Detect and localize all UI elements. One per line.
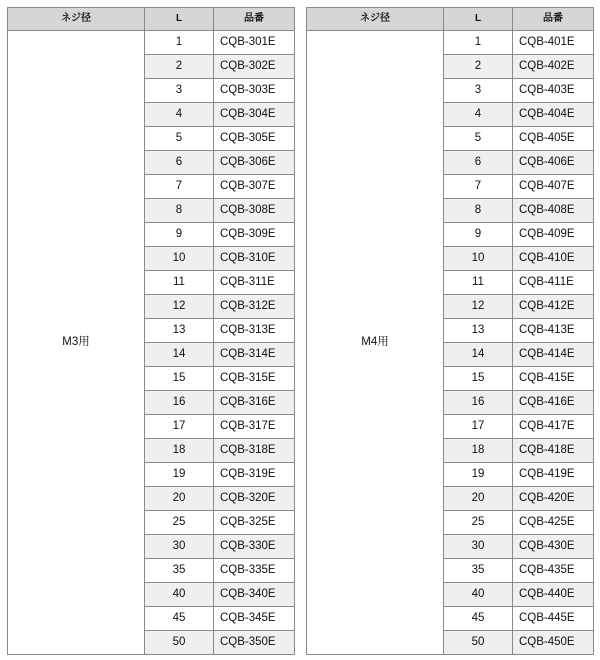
part-number-cell: CQB-302E bbox=[214, 55, 295, 79]
length-cell: 19 bbox=[145, 463, 214, 487]
part-number-cell: CQB-340E bbox=[214, 583, 295, 607]
length-cell: 30 bbox=[444, 535, 513, 559]
part-number-cell: CQB-325E bbox=[214, 511, 295, 535]
length-cell: 4 bbox=[444, 103, 513, 127]
part-number-cell: CQB-445E bbox=[513, 607, 594, 631]
part-number-cell: CQB-450E bbox=[513, 631, 594, 655]
part-number-cell: CQB-420E bbox=[513, 487, 594, 511]
length-cell: 1 bbox=[444, 31, 513, 55]
length-cell: 14 bbox=[444, 343, 513, 367]
header-size: ネジ径 bbox=[8, 8, 145, 31]
part-number-cell: CQB-435E bbox=[513, 559, 594, 583]
part-number-cell: CQB-307E bbox=[214, 175, 295, 199]
length-cell: 12 bbox=[444, 295, 513, 319]
part-number-cell: CQB-308E bbox=[214, 199, 295, 223]
header-part-number: 品番 bbox=[214, 8, 295, 31]
part-number-cell: CQB-320E bbox=[214, 487, 295, 511]
part-number-cell: CQB-430E bbox=[513, 535, 594, 559]
screw-size-cell: M3用 bbox=[8, 31, 145, 655]
length-cell: 45 bbox=[444, 607, 513, 631]
length-cell: 7 bbox=[145, 175, 214, 199]
length-cell: 40 bbox=[145, 583, 214, 607]
length-cell: 25 bbox=[444, 511, 513, 535]
part-number-cell: CQB-405E bbox=[513, 127, 594, 151]
length-cell: 12 bbox=[145, 295, 214, 319]
part-number-cell: CQB-319E bbox=[214, 463, 295, 487]
length-cell: 8 bbox=[444, 199, 513, 223]
length-cell: 35 bbox=[145, 559, 214, 583]
header-row bbox=[307, 8, 594, 31]
length-cell: 25 bbox=[145, 511, 214, 535]
part-number-cell: CQB-303E bbox=[214, 79, 295, 103]
screw-size-cell: M4用 bbox=[307, 31, 444, 655]
part-number-cell: CQB-304E bbox=[214, 103, 295, 127]
length-cell: 18 bbox=[444, 439, 513, 463]
part-number-cell: CQB-318E bbox=[214, 439, 295, 463]
length-cell: 5 bbox=[145, 127, 214, 151]
length-cell: 17 bbox=[444, 415, 513, 439]
part-number-cell: CQB-403E bbox=[513, 79, 594, 103]
length-cell: 13 bbox=[444, 319, 513, 343]
header-row bbox=[8, 8, 295, 31]
header-part-number: 品番 bbox=[513, 8, 594, 31]
length-cell: 4 bbox=[145, 103, 214, 127]
length-cell: 6 bbox=[145, 151, 214, 175]
length-cell: 20 bbox=[444, 487, 513, 511]
part-number-cell: CQB-317E bbox=[214, 415, 295, 439]
part-number-cell: CQB-440E bbox=[513, 583, 594, 607]
length-cell: 9 bbox=[444, 223, 513, 247]
length-cell: 15 bbox=[444, 367, 513, 391]
part-number-cell: CQB-305E bbox=[214, 127, 295, 151]
part-number-cell: CQB-404E bbox=[513, 103, 594, 127]
table-row bbox=[8, 31, 295, 55]
length-cell: 16 bbox=[444, 391, 513, 415]
length-cell: 15 bbox=[145, 367, 214, 391]
part-number-cell: CQB-345E bbox=[214, 607, 295, 631]
header-size: ネジ径 bbox=[307, 8, 444, 31]
part-number-cell: CQB-330E bbox=[214, 535, 295, 559]
parts-table-m4 bbox=[306, 7, 594, 655]
part-number-cell: CQB-316E bbox=[214, 391, 295, 415]
length-cell: 10 bbox=[145, 247, 214, 271]
length-cell: 50 bbox=[145, 631, 214, 655]
part-number-cell: CQB-418E bbox=[513, 439, 594, 463]
part-number-cell: CQB-415E bbox=[513, 367, 594, 391]
length-cell: 30 bbox=[145, 535, 214, 559]
part-number-cell: CQB-306E bbox=[214, 151, 295, 175]
part-number-cell: CQB-407E bbox=[513, 175, 594, 199]
part-number-cell: CQB-313E bbox=[214, 319, 295, 343]
length-cell: 45 bbox=[145, 607, 214, 631]
length-cell: 5 bbox=[444, 127, 513, 151]
length-cell: 14 bbox=[145, 343, 214, 367]
part-number-cell: CQB-311E bbox=[214, 271, 295, 295]
length-cell: 6 bbox=[444, 151, 513, 175]
part-number-cell: CQB-419E bbox=[513, 463, 594, 487]
length-cell: 3 bbox=[145, 79, 214, 103]
part-number-cell: CQB-413E bbox=[513, 319, 594, 343]
length-cell: 35 bbox=[444, 559, 513, 583]
part-number-cell: CQB-335E bbox=[214, 559, 295, 583]
length-cell: 7 bbox=[444, 175, 513, 199]
part-number-cell: CQB-408E bbox=[513, 199, 594, 223]
part-number-cell: CQB-416E bbox=[513, 391, 594, 415]
part-number-cell: CQB-402E bbox=[513, 55, 594, 79]
part-number-cell: CQB-401E bbox=[513, 31, 594, 55]
part-number-cell: CQB-414E bbox=[513, 343, 594, 367]
part-number-cell: CQB-315E bbox=[214, 367, 295, 391]
parts-table-m3 bbox=[7, 7, 295, 655]
length-cell: 20 bbox=[145, 487, 214, 511]
part-number-cell: CQB-406E bbox=[513, 151, 594, 175]
length-cell: 50 bbox=[444, 631, 513, 655]
length-cell: 11 bbox=[145, 271, 214, 295]
length-cell: 17 bbox=[145, 415, 214, 439]
part-number-cell: CQB-301E bbox=[214, 31, 295, 55]
part-number-cell: CQB-309E bbox=[214, 223, 295, 247]
header-length: L bbox=[145, 8, 214, 31]
part-number-cell: CQB-310E bbox=[214, 247, 295, 271]
part-number-cell: CQB-412E bbox=[513, 295, 594, 319]
header-length: L bbox=[444, 8, 513, 31]
length-cell: 2 bbox=[145, 55, 214, 79]
length-cell: 8 bbox=[145, 199, 214, 223]
part-number-cell: CQB-314E bbox=[214, 343, 295, 367]
length-cell: 10 bbox=[444, 247, 513, 271]
part-number-cell: CQB-312E bbox=[214, 295, 295, 319]
part-number-cell: CQB-411E bbox=[513, 271, 594, 295]
length-cell: 2 bbox=[444, 55, 513, 79]
part-number-cell: CQB-409E bbox=[513, 223, 594, 247]
length-cell: 40 bbox=[444, 583, 513, 607]
length-cell: 16 bbox=[145, 391, 214, 415]
length-cell: 19 bbox=[444, 463, 513, 487]
part-number-cell: CQB-350E bbox=[214, 631, 295, 655]
length-cell: 18 bbox=[145, 439, 214, 463]
table-row bbox=[307, 31, 594, 55]
length-cell: 3 bbox=[444, 79, 513, 103]
part-number-cell: CQB-425E bbox=[513, 511, 594, 535]
length-cell: 9 bbox=[145, 223, 214, 247]
part-number-cell: CQB-410E bbox=[513, 247, 594, 271]
length-cell: 1 bbox=[145, 31, 214, 55]
part-number-cell: CQB-417E bbox=[513, 415, 594, 439]
length-cell: 13 bbox=[145, 319, 214, 343]
length-cell: 11 bbox=[444, 271, 513, 295]
